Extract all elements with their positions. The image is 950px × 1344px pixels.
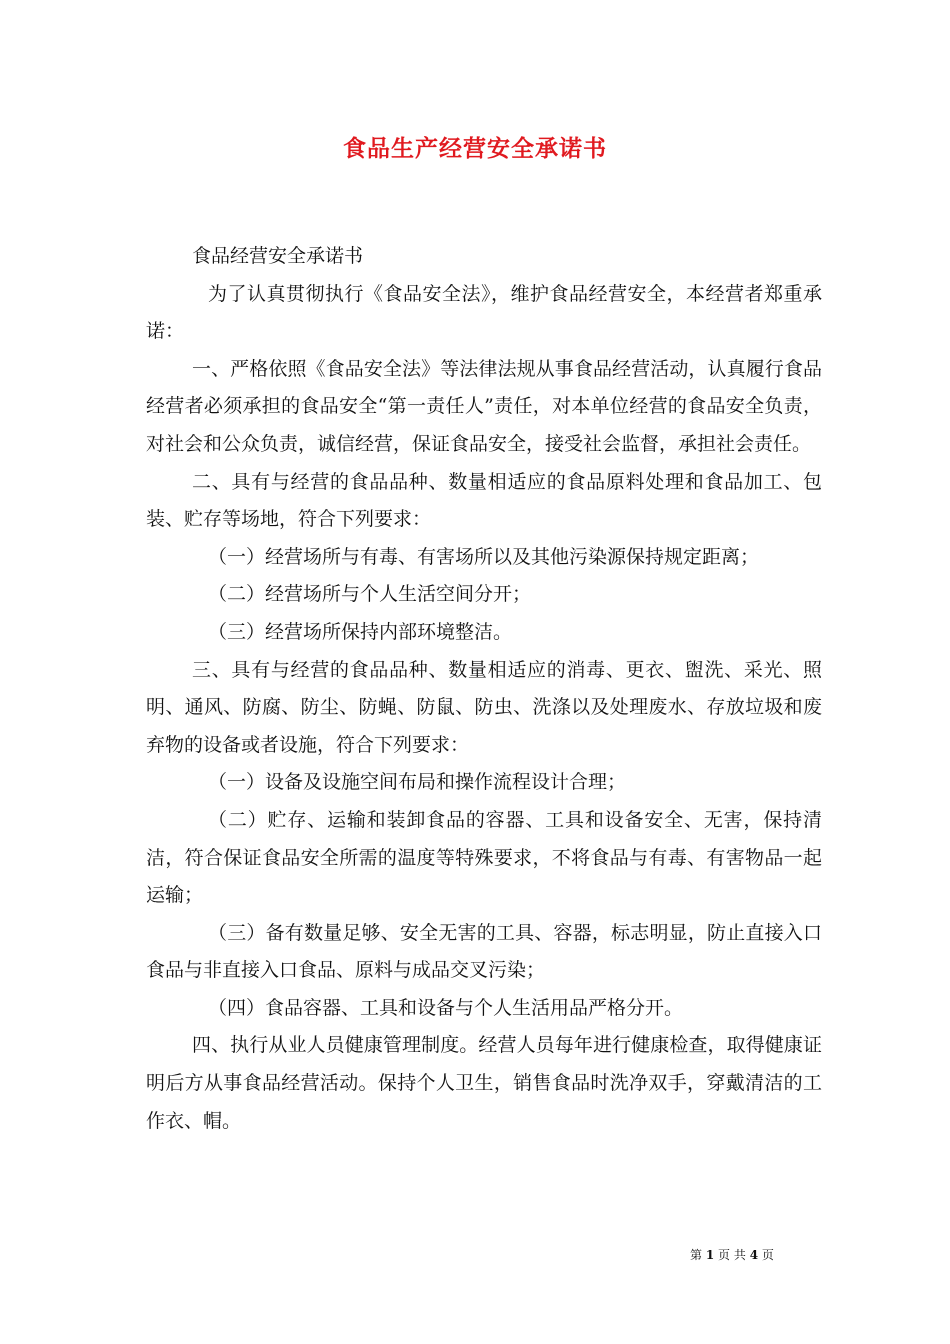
paragraph-clause-2-item-3: （三）经营场所保持内部环境整洁。 xyxy=(208,620,513,643)
paragraph-clause-3-item-3: （三）备有数量足够、安全无害的工具、容器，标志明显，防止直接入口食品与非直接入口食品、原料与成品交叉污染； xyxy=(146,921,822,982)
footer-prefix: 第 xyxy=(690,1248,703,1262)
paragraph-clause-3-item-4: （四）食品容器、工具和设备与个人生活用品严格分开。 xyxy=(208,996,684,1019)
document-title: 食品生产经营安全承诺书 xyxy=(343,135,607,162)
paragraph-clause-2-item-2: （二）经营场所与个人生活空间分开； xyxy=(208,583,532,606)
paragraph-clause-3-item-1: （一）设备及设施空间布局和操作流程设计合理； xyxy=(208,771,627,794)
paragraph-clause-2-item-1: （一）经营场所与有毒、有害场所以及其他污染源保持规定距离； xyxy=(208,545,760,568)
paragraph-subtitle: 食品经营安全承诺书 xyxy=(192,245,364,267)
footer-suffix: 页 xyxy=(761,1248,774,1262)
footer-total-pages: 4 xyxy=(749,1248,759,1262)
paragraph-intro: 为了认真贯彻执行《食品安全法》，维护食品经营安全，本经营者郑重承诺： xyxy=(146,282,822,343)
paragraph-clause-3: 三、具有与经营的食品品种、数量相适应的消毒、更衣、盥洗、采光、照明、通风、防腐、防尘、防蝇、防鼠、防虫、洗涤以及处理废水、存放垃圾和废弃物的设备或者设施，符合下列要求： xyxy=(146,658,822,756)
document-body xyxy=(146,238,822,1140)
paragraph-clause-1: 一、严格依照《食品安全法》等法律法规从事食品经营活动，认真履行食品经营者必须承担的食品安全“第一责任人”责任，对本单位经营的食品安全负责，对社会和公众负责，诚信经营，保证食品安全，接受社会监督，承担社会责任。 xyxy=(146,357,822,455)
footer-middle: 页 共 xyxy=(718,1248,746,1262)
paragraph-clause-4: 四、执行从业人员健康管理制度。经营人员每年进行健康检查，取得健康证明后方从事食品经营活动。保持个人卫生，销售食品时洗净双手，穿戴清洁的工作衣、帽。 xyxy=(146,1034,822,1132)
page-number-footer xyxy=(690,1246,850,1264)
paragraph-clause-3-item-2: （二）贮存、运输和装卸食品的容器、工具和设备安全、无害，保持清洁，符合保证食品安全所需的温度等特殊要求，不将食品与有毒、有害物品一起运输； xyxy=(146,808,822,907)
paragraph-clause-2: 二、具有与经营的食品品种、数量相适应的食品原料处理和食品加工、包装、贮存等场地，符合下列要求： xyxy=(146,470,822,531)
footer-current-page: 1 xyxy=(705,1248,715,1262)
